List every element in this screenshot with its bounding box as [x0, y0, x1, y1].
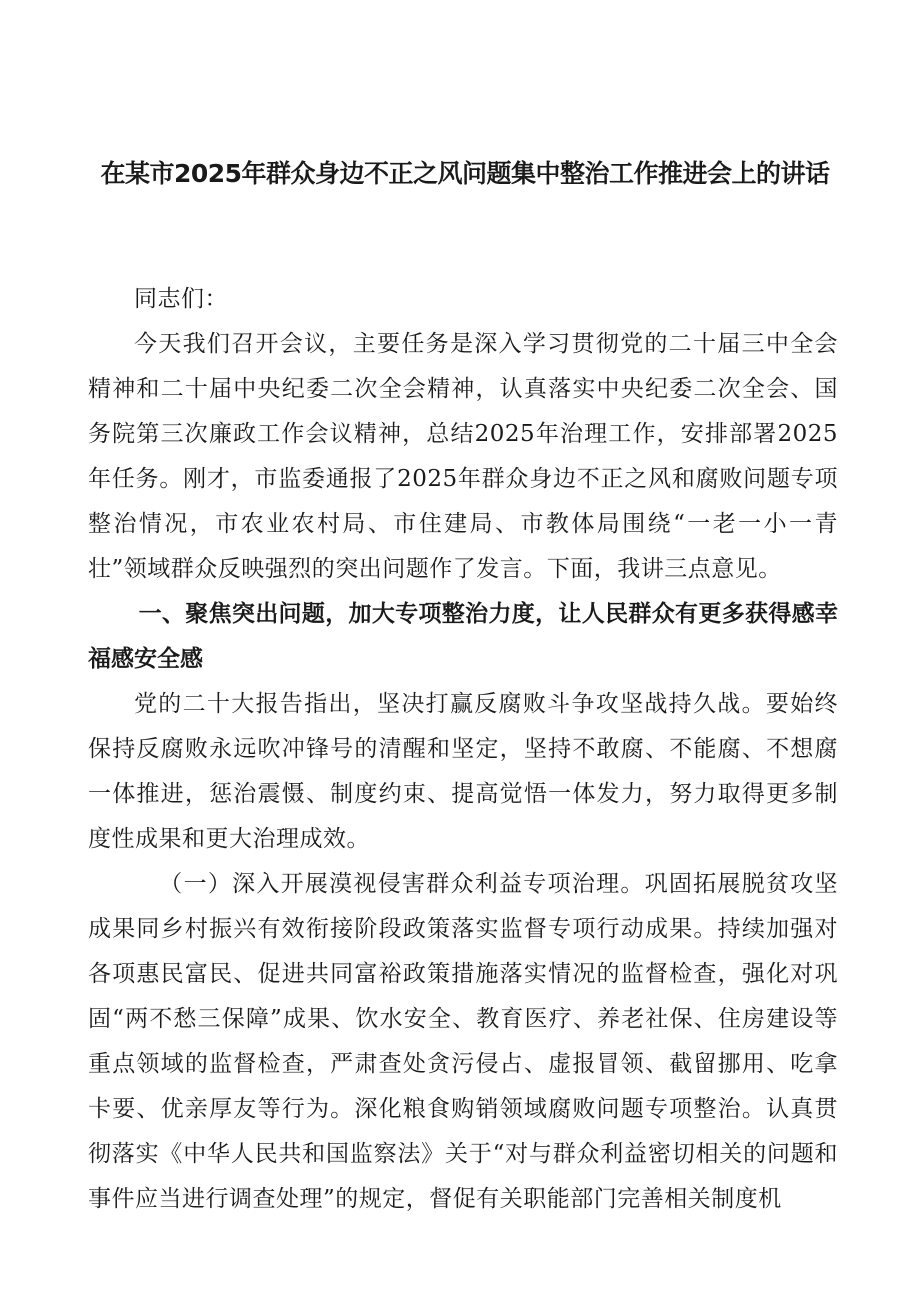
salutation: 同志们： — [134, 286, 228, 312]
document-body — [88, 277, 838, 1222]
paragraph-intro: 今天我们召开会议，主要任务是深入学习贯彻党的二十届三中全会精神和二十届中央纪委二次全会精神，认真落实中央纪委二次全会、国务院第三次廉政工作会议精神，总结2025年治理工作，安排部署2025年任务。刚才，市监委通报了2025年群众身边不正之风和腐败问题专项整治情况，市农业农村局、市住建局、市教体局围绕“一老一小一青壮”领域群众反映强烈的突出问题作了发言。下面，我讲三点意见。 — [88, 331, 838, 582]
document-title: 在某市2025年群众身边不正之风问题集中整治工作推进会上的讲话 — [100, 159, 830, 188]
paragraph-section-1: 党的二十大报告指出，坚决打赢反腐败斗争攻坚战持久战。要始终保持反腐败永远吹冲锋号的清醒和坚定，坚持不敢腐、不能腐、不想腐一体推进，惩治震慑、制度约束、提高觉悟一体发力，努力取得更多制度性成果和更大治理成效。 — [88, 691, 838, 852]
paragraph-subsection-1: （一）深入开展漠视侵害群众利益专项治理。巩固拓展脱贫攻坚成果同乡村振兴有效衔接阶段政策落实监督专项行动成果。持续加强对各项惠民富民、促进共同富裕政策措施落实情况的监督检查，强化对巩固“两不愁三保障”成果、饮水安全、教育医疗、养老社保、住房建设等重点领域的监督检查，严肃查处贪污侵占、虚报冒领、截留挪用、吃拿卡要、优亲厚友等行为。深化粮食购销领域腐败问题专项整治。认真贯彻落实《中华人民共和国监察法》关于“对与群众利益密切相关的问题和事件应当进行调查处理”的规定，督促有关职能部门完善相关制度机 — [88, 871, 838, 1212]
section-heading-1: 一、聚焦突出问题，加大专项整治力度，让人民群众有更多获得感幸福感安全感 — [88, 601, 838, 672]
